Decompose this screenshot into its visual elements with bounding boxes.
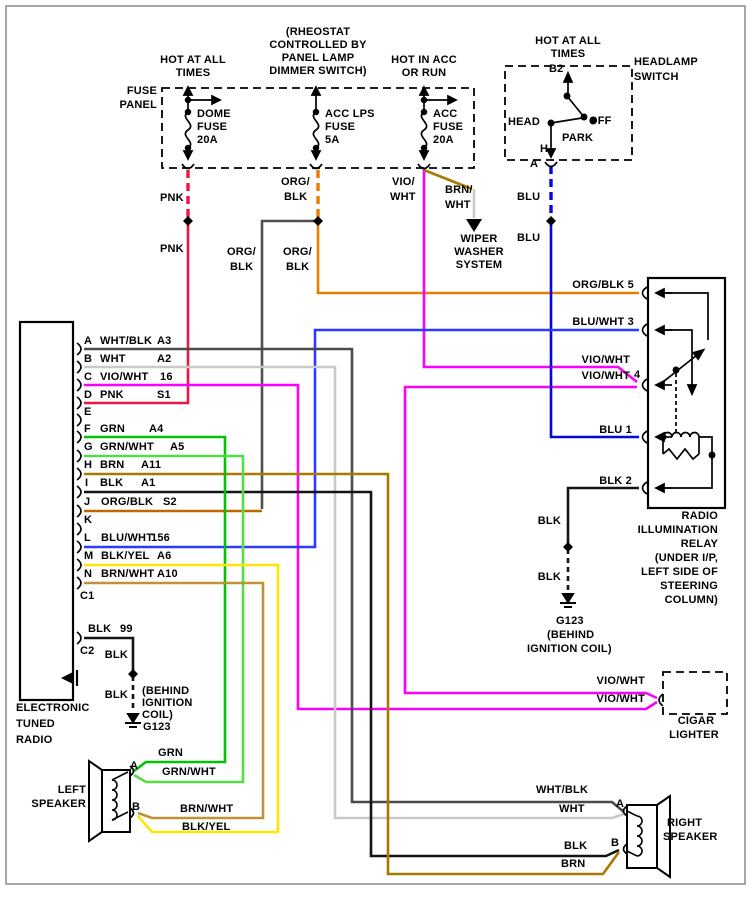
pin-d-code: S1 [157,389,171,401]
right-speaker-label-2: SPEAKER [663,831,718,843]
hl-terminal-a: A [530,158,539,170]
pin-c-letter: C [84,371,93,383]
relay-pin3-label: BLU/WHT 3 [572,316,634,328]
relay-pin5-label: ORG/BLK 5 [572,279,634,291]
pin-n-code: A10 [157,568,178,580]
radio-name-1: ELECTRONIC [16,702,90,714]
left-speaker-terminal-b: B [132,801,141,813]
wire-label-viowht-fuse-1: VIO/ [392,176,415,188]
radio-ground-g123: G123 [143,721,171,733]
wire-label-orgblk-right-1: ORG/ [283,246,312,258]
dome-hot-label-1: HOT AT ALL [160,54,226,66]
pin-j-color: ORG/BLK [101,496,154,508]
headlamp-switch-label-1: HEADLAMP [634,56,698,68]
right-speaker-terminal-a: A [616,798,625,810]
pin-i-color: BLK [100,477,124,489]
wire-label-blkyel: BLK/YEL [182,821,231,833]
relay-pin4-label-1: VIO/WHT [581,354,630,366]
pin-b-letter: B [84,353,93,365]
pin-d-color: PNK [100,389,124,401]
pin-c2-color: BLK [88,623,112,635]
acc-fuse-label-1: ACC [433,108,458,120]
pin-h-color: BRN [100,459,125,471]
headlamp-switch-label-2: SWITCH [634,71,679,83]
wire-label-grnwht: GRN/WHT [162,766,216,778]
radio-ground-note-3: COIL) [142,709,173,721]
right-speaker-terminal-b: B [611,837,620,849]
cigar-wire-label-2: VIO/WHT [596,693,645,705]
acc-fuse-label-2: FUSE [433,121,464,133]
hl-terminal-b2: B2 [549,63,564,75]
relay-ground-note-1: (BEHIND [547,629,595,641]
acc-hot-label-1: HOT IN ACC [391,54,457,66]
connector-c1-label: C1 [80,590,95,602]
acc-fuse-label-3: 20A [433,134,454,146]
radio-ground-blk-2: BLK [104,689,128,701]
acclps-fuse-label-3: 5A [325,134,340,146]
wire-label-blu-2: BLU [517,232,541,244]
pin-a-letter: A [84,335,93,347]
pin-j-letter: J [84,496,91,508]
pin-f-color: GRN [100,423,126,435]
pin-f-letter: F [84,423,91,435]
wiper-system-label-3: SYSTEM [455,259,503,271]
pin-l-code: 156 [151,532,170,544]
pin-l-color: BLU/WHT [101,532,154,544]
relay-name-1: RADIO [681,510,718,522]
pin-i-letter: I [85,477,89,489]
wire-label-brnwht-fuse-2: WHT [445,199,471,211]
pin-m-color: BLK/YEL [101,550,150,562]
hl-position-off: OFF [589,115,612,127]
pin-g-code: A5 [170,441,185,453]
wire-label-orgblk-left-2: BLK [230,261,254,273]
pin-m-code: A6 [157,550,172,562]
dome-hot-label-2: TIMES [175,67,211,79]
hl-hot-label-2: TIMES [550,48,586,60]
right-speaker-label-1: RIGHT [667,817,703,829]
dome-fuse-label-3: 20A [197,134,218,146]
pin-e-letter: E [84,406,92,418]
hl-hot-label-1: HOT AT ALL [535,35,601,47]
wire-label-orgblk-left-1: ORG/ [227,246,256,258]
pin-k-letter: K [84,514,93,526]
cigar-lighter-label-1: CIGAR [677,715,715,727]
pin-n-color: BRN/WHT [101,568,155,580]
dome-fuse-label-1: DOME [197,108,231,120]
wire-label-pnk-2: PNK [160,243,184,255]
wire-label-brnwht-fuse-1: BRN/ [445,184,473,196]
cigar-lighter-label-2: LIGHTER [669,729,719,741]
relay-name-5: LEFT SIDE OF [641,566,718,578]
pin-g-color: GRN/WHT [100,441,154,453]
wire-label-wht: WHT [559,803,585,815]
wire-label-whtblk: WHT/BLK [536,784,589,796]
pin-c2-code: 99 [120,623,133,635]
cigar-wire-label-1: VIO/WHT [596,675,645,687]
wire-label-pnk-1: PNK [160,192,184,204]
wire-label-grn: GRN [158,747,184,759]
relay-name-6: STEERING [660,580,718,592]
wiper-system-label-2: WASHER [454,246,504,258]
pin-h-code: A11 [141,459,162,471]
wire-label-orgblk-dash-1: ORG/ [281,176,310,188]
dome-fuse-label-2: FUSE [197,121,228,133]
rheostat-note-2: CONTROLLED BY [269,39,367,51]
wire-label-viowht-fuse-2: WHT [390,191,416,203]
fuse-panel-label-1: FUSE [126,85,157,97]
wire-label-orgblk-dash-2: BLK [284,191,308,203]
pin-c-color: VIO/WHT [100,371,149,383]
rheostat-note-1: (RHEOSTAT [285,26,351,38]
pin-j-code: S2 [163,496,177,508]
pin-a-code: A3 [157,335,172,347]
pin-g-letter: G [84,441,93,453]
left-speaker-label-1: LEFT [57,784,86,796]
wire-label-orgblk-right-2: BLK [286,261,310,273]
relay-name-2: ILLUMINATION [637,524,718,536]
pin-b-code: A2 [157,353,172,365]
radio-name-2: TUNED [16,718,55,730]
pin-b-color: WHT [100,353,126,365]
pin-a-color: WHT/BLK [100,335,153,347]
hl-position-head: HEAD [508,116,540,128]
radio-ground-note-2: IGNITION [142,697,193,709]
relay-ground-blk-2: BLK [537,571,561,583]
pin-l-letter: L [84,532,91,544]
relay-ground-g123: G123 [556,615,584,627]
pin-f-code: A4 [149,423,164,435]
left-speaker-label-2: SPEAKER [31,798,86,810]
pin-n-letter: N [84,568,93,580]
relay-pin4-label-2: VIO/WHT [581,370,630,382]
wire-label-blu-1: BLU [517,191,541,203]
acclps-fuse-label-2: FUSE [325,121,356,133]
hl-position-park: PARK [562,132,594,144]
fuse-panel-label-2: PANEL [119,99,157,111]
pin-d-letter: D [84,389,93,401]
acclps-fuse-label-1: ACC LPS [325,108,375,120]
relay-name-3: RELAY [680,538,718,550]
radio-name-3: RADIO [16,734,53,746]
hl-terminal-h: H [540,143,549,155]
relay-ground-note-2: IGNITION COIL) [527,643,612,655]
pin-i-code: A1 [141,477,156,489]
radio-ground-note-1: (BEHIND [142,685,190,697]
relay-name-7: COLUMN) [664,594,718,606]
left-speaker-terminal-a: A [130,760,139,772]
relay-ground-blk-1: BLK [537,515,561,527]
wire-label-blk: BLK [564,840,588,852]
relay-pin1-label: BLU 1 [599,424,632,436]
rheostat-note-3: PANEL LAMP [281,52,355,64]
wiper-system-label-1: WIPER [460,233,498,245]
wire-label-brn: BRN [561,858,586,870]
radio-ground-blk-1: BLK [104,649,128,661]
acc-hot-label-2: OR RUN [401,67,447,79]
relay-pin4-number: 4 [634,369,641,381]
relay-pin2-label: BLK 2 [599,475,632,487]
relay-name-4: (UNDER I/P, [654,552,718,564]
wire-label-brnwht: BRN/WHT [180,803,234,815]
rheostat-note-4: DIMMER SWITCH) [269,65,367,77]
connector-c2-label: C2 [80,645,95,657]
pin-h-letter: H [84,459,93,471]
pin-c-code: 16 [160,371,173,383]
pin-m-letter: M [84,550,94,562]
